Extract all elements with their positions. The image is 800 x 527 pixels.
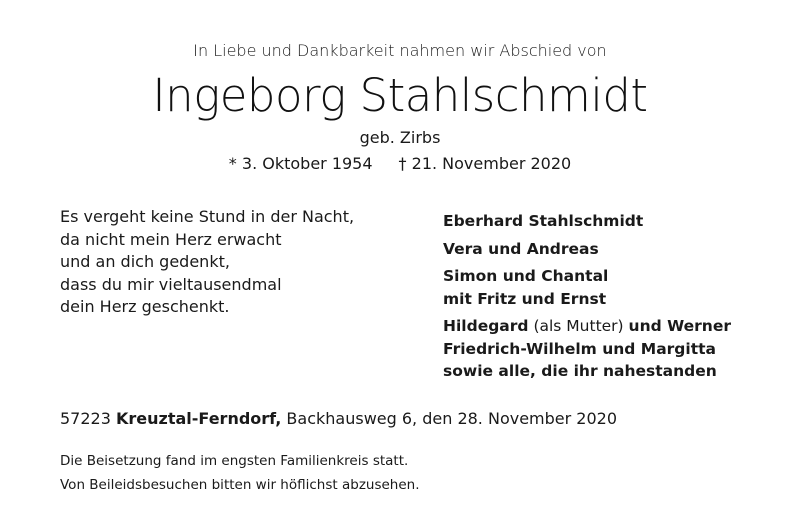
mourner-relation: (als Mutter) bbox=[533, 317, 624, 335]
mourner-line: Friedrich-Wilhelm und Margitta bbox=[443, 339, 716, 358]
poem-line: Es vergeht keine Stund in der Nacht, bbox=[60, 207, 355, 226]
street-and-date: Backhausweg 6, den 28. November 2020 bbox=[286, 409, 618, 428]
mourner-line: mit Fritz und Ernst bbox=[443, 289, 607, 308]
intro-line: In Liebe und Dankbarkeit nahmen wir Abschied von bbox=[193, 41, 607, 60]
life-dates bbox=[0, 153, 800, 175]
mourner-name: und Werner bbox=[628, 317, 731, 335]
death-date: † 21. November 2020 bbox=[398, 154, 572, 173]
poem bbox=[60, 206, 354, 319]
mourner-line: Simon und Chantal bbox=[443, 267, 609, 285]
deceased-name: Ingeborg Stahlschmidt bbox=[152, 69, 648, 122]
address-line bbox=[60, 408, 617, 430]
poem-line: und an dich gedenkt, bbox=[60, 252, 230, 271]
footer-line: Von Beileidsbesuchen bitten wir höflichst abzusehen. bbox=[60, 477, 420, 493]
footer-line: Die Beisetzung fand im engsten Familienkreis statt. bbox=[60, 453, 409, 469]
poem-line: da nicht mein Herz erwacht bbox=[60, 229, 282, 249]
birth-date: * 3. Oktober 1954 bbox=[228, 154, 373, 173]
mourner-line: sowie alle, die ihr nahestanden bbox=[443, 362, 717, 380]
poem-line: dein Herz geschenkt. bbox=[60, 297, 230, 316]
mourner-line: Eberhard Stahlschmidt bbox=[443, 212, 644, 230]
postcode: 57223 bbox=[60, 409, 111, 428]
maiden-name: geb. Zirbs bbox=[359, 128, 441, 147]
mourners-list bbox=[443, 210, 731, 383]
mourner-line bbox=[443, 315, 731, 338]
town: Kreuztal-Ferndorf, bbox=[116, 409, 282, 428]
mourner-line: Vera und Andreas bbox=[443, 239, 599, 258]
mourner-group bbox=[443, 265, 731, 310]
footer-notes bbox=[60, 449, 420, 497]
poem-line: dass du mir vieltausendmal bbox=[60, 274, 282, 294]
mourner-name: Hildegard bbox=[443, 317, 529, 335]
mourner-group bbox=[443, 315, 731, 383]
